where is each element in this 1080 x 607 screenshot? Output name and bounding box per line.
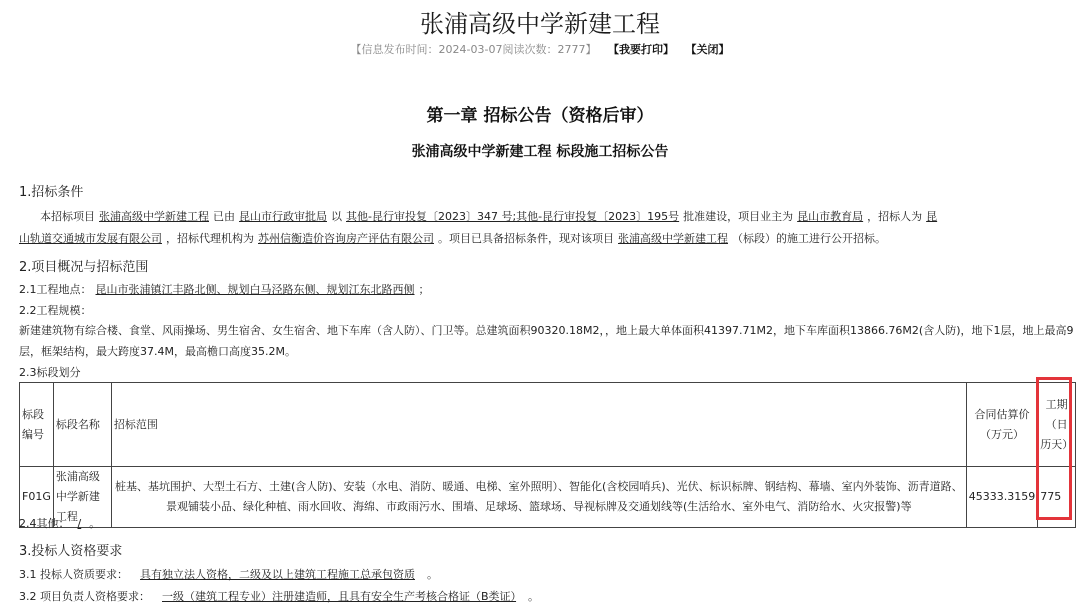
print-link[interactable]: 【我要打印】 [607, 43, 674, 56]
header-period: 工期（日历天） [1038, 383, 1076, 467]
cell-period: 775 [1038, 467, 1076, 528]
qualification-2-value: 一级（建筑工程专业）注册建造师，且具有安全生产考核合格证（B类证） [162, 590, 517, 603]
section-1-line-2: 山轨道交通城市发展有限公司 ，招标代理机构为 苏州信衡造价咨询房产评估有限公司 。项目已具备招标条件，现对该项目 张浦高级中学新建工程 （标段）的施工进行公开招标。 [19, 232, 886, 245]
cell-name: 张浦高级中学新建工程 [53, 467, 111, 528]
project-owner: 昆山市教育局 [797, 210, 864, 223]
section-1-heading: 1.招标条件 [19, 185, 84, 200]
section-3-heading: 3.投标人资格要求 [19, 544, 123, 559]
tenderer: 昆 [926, 210, 938, 223]
tenderer-cont: 山轨道交通城市发展有限公司 [19, 232, 162, 245]
project-name: 张浦高级中学新建工程 [99, 210, 209, 223]
cell-id: F01G [20, 467, 54, 528]
header-id: 标段编号 [20, 383, 54, 467]
scale-line-2: 层，框架结构，最大跨度37.4M，最高檐口高度35.2M。 [19, 345, 296, 358]
qualification-1: 3.1 投标人资质要求： 具有独立法人资格，二级及以上建筑工程施工总承包资质 。 [19, 568, 438, 581]
project-name-2: 张浦高级中学新建工程 [618, 232, 728, 245]
header-name: 标段名称 [53, 383, 111, 467]
table-row [20, 467, 1076, 528]
publish-meta [0, 41, 1080, 57]
page-title: 张浦高级中学新建工程 [420, 10, 660, 38]
tender-agent: 苏州信衡造价咨询房产评估有限公司 [258, 232, 434, 245]
approval-doc: 其他-昆行审投复〔2023〕347 号;其他-昆行审投复〔2023〕195号 [346, 210, 680, 223]
close-link[interactable]: 【关闭】 [685, 43, 730, 56]
section-1-line-1: 本招标项目 张浦高级中学新建工程 已由 昆山市行政审批局 以 其他-昆行审投复〔2023〕347 号;其他-昆行审投复〔2023〕195号 批准建设，项目业主为 昆山市教育局 ，招标人为 昆 [40, 210, 938, 223]
project-location: 2.1工程地点： 昆山市张浦镇江丰路北侧、规划白马泾路东侧、规划江东北路西侧 ； [19, 283, 430, 296]
scale-line-1: 新建建筑物有综合楼、食堂、风雨操场、男生宿舍、女生宿舍、地下车库（含人防）、门卫等。总建筑面积90320.18M2，，地上最大单体面积41397.71M2，地下车库面积13866.76M2(含人防)，地下1层，地上最高9 [19, 324, 1074, 337]
section-2-heading: 2.项目概况与招标范围 [19, 260, 149, 275]
highlight-box [1036, 377, 1072, 520]
table-header-row [20, 383, 1076, 467]
location-value: 昆山市张浦镇江丰路北侧、规划白马泾路东侧、规划江东北路西侧 [95, 283, 415, 296]
other-line: 2.4其他： / 。 [19, 517, 101, 530]
qualification-2: 3.2 项目负责人资格要求： 一级（建筑工程专业）注册建造师，且具有安全生产考核合格证（B类证） 。 [19, 590, 540, 603]
approver: 昆山市行政审批局 [239, 210, 327, 223]
chapter-title: 第一章 招标公告（资格后审） [426, 106, 654, 126]
header-price: 合同估算价（万元） [966, 383, 1037, 467]
cell-scope: 桩基、基坑围护、大型土石方、土建(含人防)、安装（水电、消防、暖通、电梯、室外照明）、智能化(含校园哨兵)、光伏、标识标牌、钢结构、幕墙、室内外装饰、沥青道路、景观铺装小品、绿化种植、雨水回收、海绵、市政雨污水、围墙、足球场、篮球场、导视标牌及交通划线等(生活给水、室外电气、消防给水、火灾报警)等 [111, 467, 966, 528]
division-label: 2.3标段划分 [19, 366, 81, 379]
cell-price: 45333.3159 [966, 467, 1037, 528]
scale-label: 2.2工程规模： [19, 304, 92, 317]
qualification-1-value: 具有独立法人资格，二级及以上建筑工程施工总承包资质 [140, 568, 415, 581]
notice-subtitle: 张浦高级中学新建工程 标段施工招标公告 [411, 144, 669, 160]
section-table [19, 382, 1076, 528]
header-scope: 招标范围 [111, 383, 966, 467]
publish-info: 【信息发布时间：2024-03-07阅读次数：2777】 [350, 43, 597, 56]
